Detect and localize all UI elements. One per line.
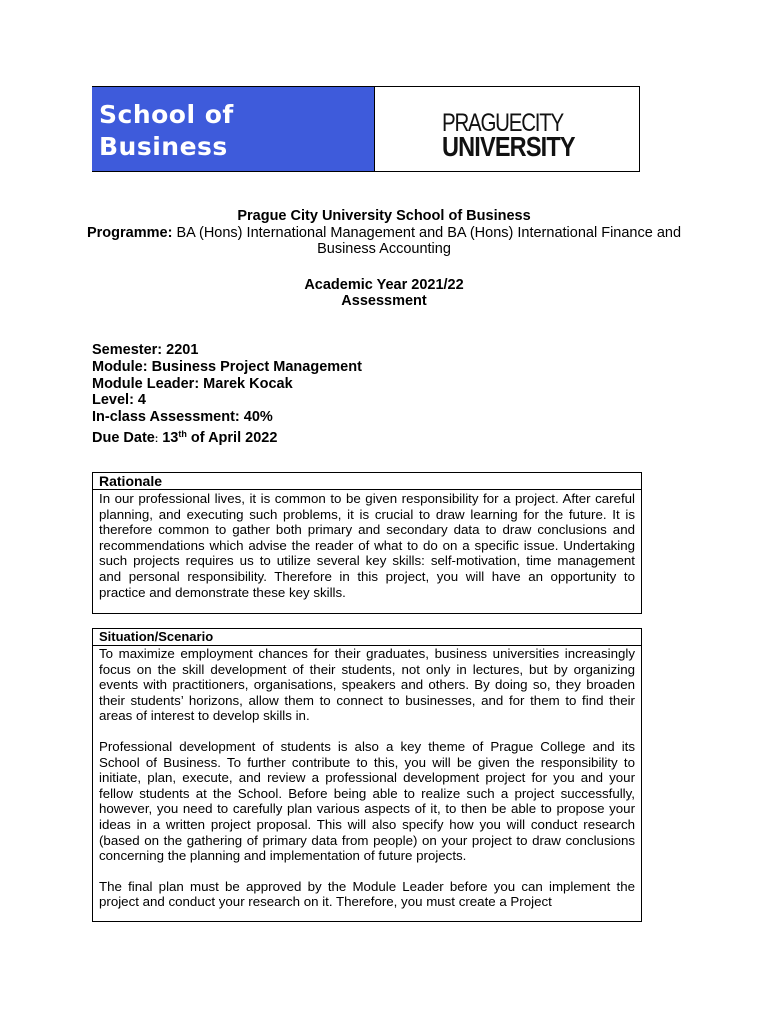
programme-text: BA (Hons) International Management and BA (Hons) International Finance and Business Accounting <box>176 225 682 257</box>
due-suffix: th <box>178 428 187 439</box>
rationale-body <box>93 490 641 600</box>
header-banner <box>92 86 640 172</box>
due-rest: of April 2022 <box>190 429 278 446</box>
logo-line-2: UNIVERSITY <box>442 131 575 162</box>
semester: Semester: 2201 <box>92 342 199 358</box>
due-colon: : <box>154 433 159 445</box>
programme-label: Programme: <box>86 225 173 241</box>
scenario-paragraph: Professional development of students is also a key theme of Prague College and its School of Business. To further contribute to this, you will be given the responsibility to initiate, plan, execute, and review a professional development project for you and your fellow students at the School. Before being able to realize such a project successfully, however, you need to carefully plan various aspects of it, to then be able to propose your ideas in a written project proposal. This will also specify how you will conduct research (based on the gathering of primary data from people) on your project to draw conclusions concerning the planning and implementation of future projects. <box>99 738 635 864</box>
school-name: School of Business <box>99 100 234 161</box>
module-leader: Module Leader: Marek Kocak <box>92 375 293 392</box>
scenario-paragraph: The final plan must be approved by the Module Leader before you can implement the project and conduct your research on it. Therefore, you must create a Project <box>99 878 635 910</box>
school-banner <box>92 87 375 171</box>
rationale-heading: Rationale <box>93 473 641 490</box>
due-label: Due Date <box>92 429 155 446</box>
scenario-heading: Situation/Scenario <box>93 629 641 646</box>
rationale-text: In our professional lives, it is common to be given responsibility for a project. After careful planning, and executing such problems, it is crucial to draw learning for the future. It is therefore common to gather both primary and secondary data to draw conclusions and recommendations which advise the reader of what to do on a specific issue. Undertaking such projects requires us to utilize several key skills: self-motivation, time management and personal responsibility. Therefore in this project, you will have an opportunity to practice and demonstrate these key skills. <box>99 491 635 600</box>
document-title: Prague City University School of Business <box>237 208 531 224</box>
inclass-assessment: In-class Assessment: 40% <box>92 409 273 426</box>
academic-year: Academic Year 2021/22 <box>304 277 464 293</box>
due-day: 13 <box>162 429 179 446</box>
university-logo <box>430 93 610 167</box>
scenario-paragraph: To maximize employment chances for their graduates, business universities increasingly focus on the skill development of their students, not only in lectures, but by organizing events with practitioners, organisations, speakers and others. By doing so, they broaden their students’ horizons, allow them to connect to businesses, and for them to find their areas of interest to develop skills in. <box>99 646 635 724</box>
scenario-body <box>93 646 641 910</box>
assessment-label: Assessment <box>341 293 427 309</box>
level: Level: 4 <box>92 392 146 409</box>
scenario-box <box>92 628 642 922</box>
module: Module: Business Project Management <box>92 358 362 375</box>
module-details <box>92 342 362 449</box>
academic-year-block <box>0 277 768 309</box>
logo-line-1: PRAGUECITY <box>442 109 563 137</box>
due-date <box>92 426 362 449</box>
programme-line <box>84 225 684 257</box>
rationale-box <box>92 472 642 614</box>
